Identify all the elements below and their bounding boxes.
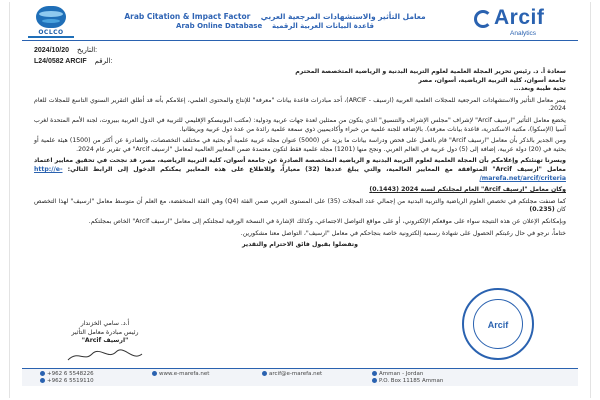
signature-scribble (50, 348, 160, 364)
oclco-logo (28, 6, 74, 38)
paragraph-intro: يسر معامل التأثير والاستشهادات المرجعية للمجلات العلمية العربية (ارسيف - ARCIF)، أحد مبادرات قاعدة بيانات "معرفة" للإنتاج والمحتوى العلمي، إعلامكم بأنه قد أطلق التقرير السنوي التاسع للمجلات للعام 2024. (34, 96, 566, 113)
location-icon (372, 371, 377, 376)
phone-2: +962 6 5519110 (47, 378, 94, 384)
subtitle-ar: قاعدة البيانات العربية الرقمية (271, 22, 374, 30)
addressee: سعادة أ. د. رئيس تحرير المجلة العلمية لعلوم التربية البدنية و الرياضية المتخصصة المحترم (295, 68, 566, 75)
footer-address (372, 371, 443, 385)
title-en: Arab Citation & Impact Factor (124, 12, 251, 21)
subtitle-en: Arab Online Database (176, 22, 263, 30)
oclco-logo-text: OCLCO (38, 29, 64, 36)
signer-title: رئيس مبادرة معامل التأثير (71, 328, 139, 336)
ref-label: الرقم: (94, 58, 113, 65)
stamp-text: Arcif (487, 320, 509, 330)
letter-meta (34, 46, 113, 68)
header-divider (22, 40, 578, 41)
letter-footer (22, 368, 578, 386)
fax-icon (40, 378, 45, 383)
website[interactable]: www.e-marefa.net (159, 371, 210, 377)
paragraph-supervision: يخضع معامل التأثير "ارسيف Arcif" لإشراف "مجلس الإشراف والتنسيق" الذي يتكون من ممثلين لعدة جهات عربية ودولية: (مكتب اليونيسكو الإقليمي للتربية في الدول العربية ببيروت، لجنة الأمم المتحدة لغرب آسيا (الإسكوا)، مكتبة الاسكندرية، قاعدة بيانات معرفة). بالإضافة للجنة علمية من خبراء وأكاديميين ذوي سمعة علمية رائدة من عدة دول عربية وبريطانيا. (34, 116, 567, 133)
paragraph-congrats: ويسرنا تهنئتكم وإعلامكم بأن المجلة العلمية لعلوم التربية البدنية و الرياضية المتخصصة الصادرة عن جامعة أسوان، كلية التربية الرياضية، مصر، قد نجحت في تحقيق معايير اعتماد معامل "ارسيف Arcif" المتوافقة مع المعايير العالمية، والتي يبلغ عددها (32) معياراً، وللاطلاع على هذه المعايير يمكنكم الدخول إلى الرابط التالي: (34, 157, 566, 173)
official-stamp (462, 288, 534, 360)
date-value: 2024/10/20 (34, 47, 70, 54)
signature-block (50, 320, 160, 367)
arcif-mark-icon (474, 10, 492, 28)
phone-icon (40, 371, 45, 376)
address-1: Amman - Jordan (379, 371, 424, 377)
footer-email (262, 371, 322, 378)
letter-page (9, 2, 591, 398)
address-2: P.O. Box 11185 Amman (379, 378, 444, 384)
arcif-brand: Arcif (494, 6, 545, 29)
addressee-institution: جامعة أسوان، كلية التربية الرياضية، أسوان، مصر (418, 76, 566, 84)
paragraph-announce: وبإمكانكم الإعلان عن هذه النتيجة سواء على موقعكم الإلكتروني، أو على مواقع التواصل الاجتماعي، وكذلك الإشارة في النسخة الورقية لمجلتكم إلى معامل "ارسيف Arcif" الخاص بمجلتكم. (88, 217, 566, 225)
signer-title-brand: "ارسيف Arcif" (81, 337, 129, 344)
email-icon (262, 371, 267, 376)
letterhead (10, 2, 590, 40)
arcif-logo (474, 6, 560, 38)
greeting: تحية طيبة وبعد... (513, 85, 566, 93)
phone-1: +962 6 5548226 (47, 371, 94, 377)
signer-name: أ.د. سامي الخزندار (80, 320, 130, 327)
email[interactable]: arcif@e-marefa.net (269, 371, 323, 377)
title-ar: معامل التأثير والاستشهادات المرجعية العربي (260, 12, 426, 21)
impact-factor-value: (0.1443) (369, 186, 399, 194)
paragraph-scope: ومن الجدير بالذكر بأن معامل "ارسيف Arcif" قام بالعمل على فحص ودراسة بيانات ما يزيد عن (5000) عنوان مجلة عربية علمية أو بحثية في مختلف التخصصات، والصادرة عن أكثر من (1500) هيئة علمية أو بحثية في (20) دولة عربية، إضافة إلى (5) دول عربية في العالم العربي. ونجح منها (1201) مجلة علمية فقط لتكون معتمدة ضمن المعايير العالمية لمعامل "ارسيف Arcif" في تقرير عام 2024. (34, 137, 566, 153)
date-label: التاريخ: (77, 47, 98, 54)
paragraph-certificate: ختاماً، نرجو في حال رغبتكم الحصول على شهادة رسمية إلكترونية خاصة بنجاحكم في معامل "ارسيف"، التواصل معنا مشكورين. (240, 229, 566, 237)
footer-phones (40, 371, 94, 385)
web-icon (152, 371, 157, 376)
classification-text: كما صنفت مجلتكم في تخصص العلوم الرياضية والتربية البدنية من إجمالي عدد المجلات (35) على المستوى العربي ضمن الفئة (Q4) وهي الفئة المنخفضة، مع العلم أن متوسط معامل "ارسيف" لهذا التخصص كان (34, 197, 567, 214)
letter-body (34, 68, 566, 253)
closing-line: وتفضلوا بقبول فائق الاحترام والتقدير (242, 241, 358, 249)
ref-value: L24/0582 ARCIF (34, 58, 87, 65)
mailbox-icon (372, 378, 377, 383)
criteria-link[interactable]: http://e-marefa.net/arcif/criteria/ (34, 165, 566, 182)
impact-factor-text: وكان معامل "ارسيف Arcif" العام لمجلتكم لسنة 2024 (401, 186, 566, 194)
arcif-brand-sub: Analytics (510, 30, 537, 37)
footer-web (152, 371, 209, 378)
globe-icon (36, 6, 66, 28)
classification-average: (0.235) (529, 206, 555, 214)
letterhead-titles (90, 12, 460, 30)
